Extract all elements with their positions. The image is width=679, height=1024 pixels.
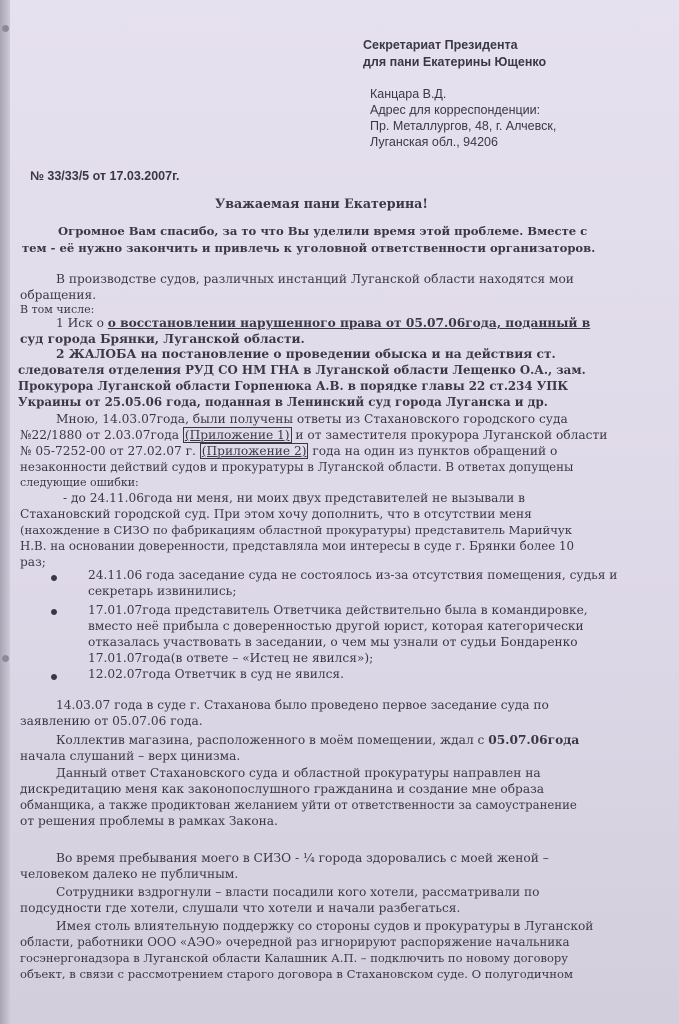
- list-item-1: [56, 316, 590, 331]
- bullet-item-line: секретарь извинились;: [88, 584, 237, 598]
- bullet-icon: [51, 575, 57, 581]
- list-item-line: следователя отделения РУД СО НМ ГНА в Луганской области Лещенко О.А., зам.: [18, 363, 586, 377]
- list-item-line: Украины от 25.05.06 года, поданная в Ленинский суд города Луганска и др.: [18, 395, 548, 409]
- intro-line-1: Огромное Вам спасибо, за то что Вы уделили время этой проблеме. Вместе с: [58, 224, 588, 238]
- intro-line-2: тем - её нужно закончить и привлечь к уголовной ответственности организаторов.: [22, 241, 596, 255]
- paragraph-line: обманщика, а также продиктован желанием уйти от ответственности за самоустранение: [20, 798, 577, 812]
- item-number: 1 Иск о: [56, 316, 108, 330]
- text-fragment: и от заместителя прокурора Луганской области: [291, 428, 608, 442]
- attachment-ref-2: (Приложение 2): [201, 444, 307, 458]
- paragraph-line: - до 24.11.06года ни меня, ни моих двух представителей не вызывали в: [63, 491, 526, 505]
- paragraph-line: В производстве судов, различных инстанций Луганской области находятся мои: [56, 272, 574, 286]
- text-fragment: 05.07.06года: [488, 733, 580, 747]
- paragraph-line: начала слушаний – верх цинизма.: [20, 749, 241, 763]
- list-item-line: суд города Брянки, Луганской области.: [20, 332, 305, 346]
- paragraph-line: объект, в связи с рассмотрением старого договора в Стахановском суде. О полугодичном: [20, 967, 573, 981]
- paragraph-line: В том числе:: [20, 303, 95, 316]
- sender-address-line-1: Пр. Металлургов, 48, г. Алчевск,: [370, 119, 557, 133]
- paragraph-line: Сотрудники вздрогнули – власти посадили кого хотели, рассматривали по: [56, 885, 540, 899]
- attachment-ref-1: (Приложение 1): [184, 428, 290, 442]
- paragraph-line: подсудности где хотели, слушали что хотели и начали разбегаться.: [20, 901, 461, 915]
- text-fragment: № 05-7252-00 от 27.02.07 г.: [20, 444, 200, 458]
- item-title: о восстановлении нарушенного права от 05.07.06года, поданный в: [107, 316, 591, 330]
- paragraph-line: 14.03.07 года в суде г. Стаханова было проведено первое заседание суда по: [56, 698, 549, 712]
- punch-hole: [2, 25, 9, 32]
- paragraph-line: следующие ошибки:: [20, 476, 139, 489]
- bullet-item-1: 24.11.06 года заседание суда не состоялось из-за отсутствия помещения, судья и: [88, 568, 618, 582]
- paragraph-line: (нахождение в СИЗО по фабрикациям областной прокуратуры) представитель Марийчук: [20, 523, 572, 537]
- bullet-icon: [51, 674, 57, 680]
- recipient-line-1: Секретариат Президента: [363, 38, 518, 52]
- paragraph-line: области, работники ООО «АЭО» очередной раз игнорируют распоряжение начальника: [20, 935, 570, 949]
- bullet-item-line: вместо неё прибыла с доверенностью другой юрист, которая категорически: [88, 619, 584, 633]
- paragraph-line: Н.В. на основании доверенности, представляла мои интересы в суде г. Брянки более 10: [20, 539, 575, 553]
- bullet-item-line: отказалась участвовать в заседании, о чем мы узнали от судьи Бондаренко: [88, 635, 578, 649]
- bullet-item-2: 17.01.07года представитель Ответчика действительно была в командировке,: [88, 603, 588, 617]
- punch-hole: [2, 655, 9, 662]
- paragraph-line: [20, 444, 557, 459]
- letter-page: [10, 0, 679, 1024]
- paragraph-line: незаконности действий судов и прокуратуры в Луганской области. В ответах допущены: [20, 460, 574, 474]
- bullet-item-3: 12.02.07года Ответчик в суд не явился.: [88, 667, 344, 681]
- paragraph-line: обращения.: [20, 288, 97, 302]
- paragraph-line: [56, 733, 579, 748]
- binding-edge: [0, 0, 10, 1024]
- sender-name: Канцара В.Д.: [370, 87, 447, 101]
- list-item-line: Прокурора Луганской области Горпенюка А.В. в порядке главы 22 ст.234 УПК: [18, 379, 569, 393]
- paragraph-line: [20, 428, 607, 443]
- text-fragment: Коллектив магазина, расположенного в моём помещении, ждал с: [56, 733, 489, 747]
- paragraph-line: раз;: [20, 555, 46, 569]
- text-fragment: №22/1880 от 2.03.07года: [20, 428, 183, 442]
- paragraph-line: заявлению от 05.07.06 года.: [20, 714, 203, 728]
- text-fragment: года на один из пунктов обращений о: [308, 444, 558, 458]
- paragraph-line: госэнергонадзора в Луганской области Калашник А.П. – подключить по новому договору: [20, 951, 569, 965]
- paragraph-line: Мною, 14.03.07года, были получены ответы из Стахановского городского суда: [56, 412, 568, 426]
- paragraph-line: Во время пребывания моего в СИЗО - ¼ города здоровались с моей женой –: [56, 851, 549, 865]
- paragraph-line: Стахановский городской суд. При этом хочу дополнить, что в отсутствии меня: [20, 507, 532, 521]
- paragraph-line: человеком далеко не публичным.: [20, 867, 239, 881]
- bullet-item-line: 17.01.07года(в ответе – «Истец не явился»);: [88, 651, 374, 665]
- salutation: Уважаемая пани Екатерина!: [215, 196, 428, 211]
- list-item-2: 2 ЖАЛОБА на постановление о проведении обыска и на действия ст.: [56, 347, 556, 361]
- paragraph-line: Данный ответ Стахановского суда и областной прокуратуры направлен на: [56, 766, 541, 780]
- paragraph-line: Имея столь влиятельную поддержку со стороны судов и прокуратуры в Луганской: [56, 919, 594, 933]
- bullet-icon: [51, 609, 57, 615]
- sender-address-line-2: Луганская обл., 94206: [370, 135, 498, 149]
- reference-number: № 33/33/5 от 17.03.2007г.: [30, 169, 180, 183]
- paragraph-line: от решения проблемы в рамках Закона.: [20, 814, 278, 828]
- sender-address-label: Адрес для корреспонденции:: [370, 103, 541, 117]
- paragraph-line: дискредитацию меня как законопослушного гражданина и создание мне образа: [20, 782, 545, 796]
- recipient-line-2: для пани Екатерины Ющенко: [363, 55, 547, 69]
